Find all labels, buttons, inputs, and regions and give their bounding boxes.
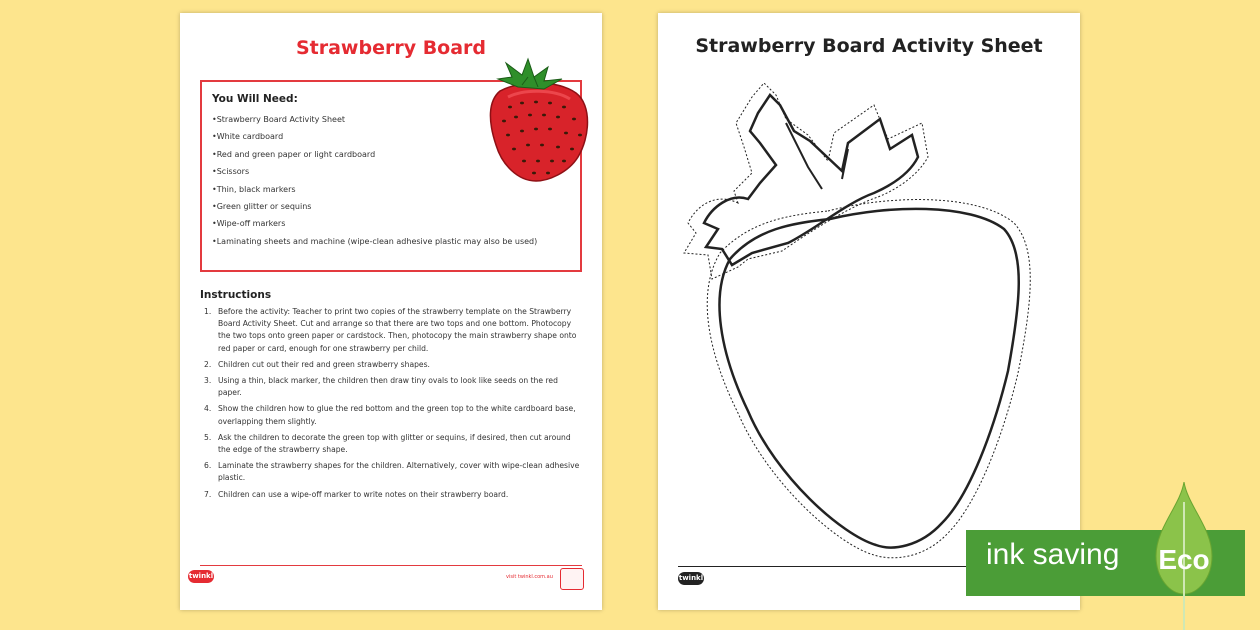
needs-item: • Wipe-off markers (212, 218, 537, 235)
strawberry-illustration (478, 57, 594, 183)
step-text: Children cut out their red and green strawberry shapes. (218, 359, 430, 369)
step-text: Children can use a wipe-off marker to write notes on their strawberry board. (218, 489, 509, 499)
step-number: 1. (204, 307, 212, 316)
sheet-title: Strawberry Board (295, 37, 487, 59)
instruction-step (200, 403, 580, 427)
step-text: Show the children how to glue the red bottom and the green top to the white cardboard base, overlapping them slightly. (218, 404, 576, 426)
instructions-sheet (180, 13, 602, 610)
footer-url: visit twinkl.com.au (506, 574, 553, 580)
step-number: 2. (204, 359, 212, 369)
sheet-title: Strawberry Board Activity Sheet (695, 35, 1043, 57)
needs-item: • Green glitter or sequins (212, 201, 537, 218)
eco-label: Eco (1158, 544, 1210, 575)
step-text: Before the activity: Teacher to print two copies of the strawberry template on the Strawberry Board Activity Sheet. Cut and arrange so that there are two tops and one bottom. Photocopy the two tops onto green paper or cardstock. Then, photocopy the main strawberry shape onto red paper or card, enough for one strawberry per child. (218, 307, 577, 353)
step-number: 4. (204, 404, 212, 414)
step-text: Ask the children to decorate the green top with glitter or sequins, if desired, then cut around the edge of the strawberry shape. (218, 432, 571, 455)
ink-saving-eco-badge (966, 482, 1245, 630)
needs-item: • Scissors (212, 166, 537, 183)
instruction-step (200, 460, 580, 484)
instruction-step (200, 432, 580, 456)
needs-item: • White cardboard (212, 131, 537, 148)
instruction-step (200, 375, 580, 399)
needs-item: • Red and green paper or light cardboard (212, 149, 537, 166)
step-number: 7. (204, 489, 212, 499)
ink-saving-label: ink saving (986, 538, 1120, 571)
needs-item: • Laminating sheets and machine (wipe-clean adhesive plastic may also be used) (212, 236, 537, 253)
instructions-heading: Instructions (200, 289, 272, 301)
step-number: 5. (204, 432, 212, 442)
step-number: 6. (204, 461, 212, 471)
instruction-step (200, 306, 580, 355)
twinkl-logo: twinkl (678, 572, 704, 585)
step-text: Using a thin, black marker, the children then draw tiny ovals to look like seeds on the red paper. (218, 376, 558, 398)
step-text: Laminate the strawberry shapes for the children. Alternatively, cover with wipe-clean adhesive plastic. (218, 461, 580, 483)
footer-badge-icon (560, 568, 584, 590)
footer-divider (200, 565, 582, 566)
twinkl-logo: twinkl (188, 570, 214, 583)
instruction-step (200, 359, 580, 371)
instructions-list (200, 306, 580, 505)
instruction-step (200, 489, 580, 501)
needs-item: • Strawberry Board Activity Sheet (212, 114, 537, 131)
needs-heading: You Will Need: (212, 93, 298, 105)
needs-item: • Thin, black markers (212, 184, 537, 201)
step-number: 3. (204, 376, 212, 386)
